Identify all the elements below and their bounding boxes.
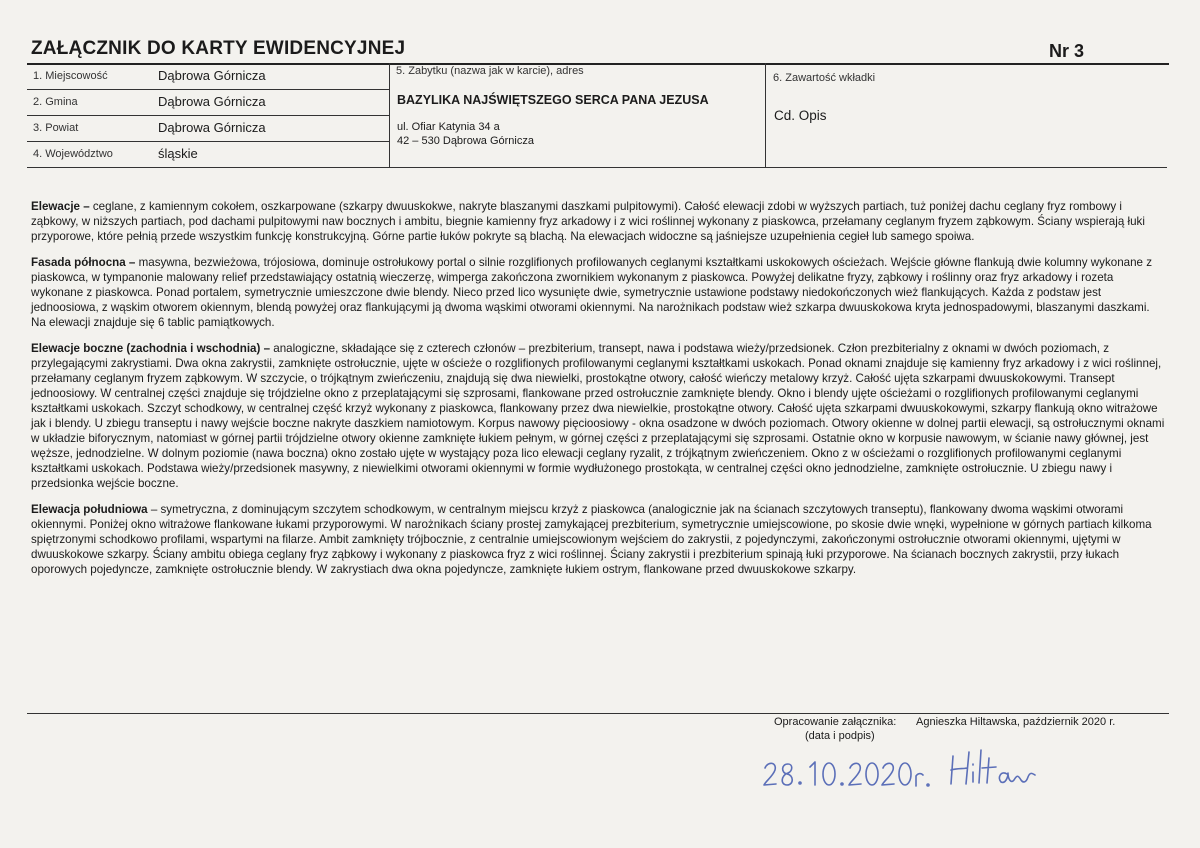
- monument-name: BAZYLIKA NAJŚWIĘTSZEGO SERCA PANA JEZUSA: [397, 93, 709, 107]
- location-row-county: [27, 115, 389, 142]
- monument-address-line1: ul. Ofiar Katynia 34 a: [397, 121, 500, 133]
- section-south-elevation: [31, 502, 1167, 577]
- document-number: Nr 3: [1048, 41, 1084, 61]
- insert-label: 6. Zawartość wkładki: [773, 72, 876, 84]
- monument-column: [390, 63, 766, 167]
- section-elevations: [31, 199, 1167, 244]
- monument-label: 5. Zabytku (nazwa jak w karcie), adres: [396, 65, 584, 77]
- handwritten-date-signature: [755, 742, 1055, 798]
- document-title: ZAŁĄCZNIK DO KARTY EWIDENCYJNEJ: [31, 38, 406, 59]
- section-heading: Elewacje –: [31, 200, 90, 213]
- section-text: masywna, bezwieżowa, trójosiowa, dominuje ostrołukowy portal o silnie rozglifionych profilowanych ceglanymi kształtkami uskokowych ościeżach. Wejście główne flankują dwie kolumny wykonane z piaskowca, w tympanonie malowany relief przedstawiający ostatnią wieczerzę, wimperga zakończona zwornikiem wykonanym z piaskowca. Powyżej delikatne fryzy, ząbkowy i roślinny oraz fryz arkadowy i rozeta wykonane z piaskowca. Ponad portalem, symetrycznie umieszczone dwie blendy. Nieco przed lico wysunięte dwie, symetrycznie ustawione podstawy niedokończonych wież flankujących. Każda z podstaw jest jednoosiowa, z wąskim otworem okiennym, blendą powyżej oraz flankującymi ją dwoma wąskimi otworami okiennymi. Na narożnikach podstaw wież szkarpa dwuuskokowa kryta jednospadowymi, blaszanymi daszkami. Na elewacji znajduje się 6 tablic pamiątkowych.: [31, 256, 1153, 329]
- footer-divider: [27, 713, 1169, 714]
- location-value: Dąbrowa Górnicza: [158, 94, 266, 109]
- location-row-town: [27, 63, 389, 90]
- section-north-facade: [31, 255, 1167, 330]
- section-text: ceglane, z kamiennym cokołem, oszkarpowane (szkarpy dwuuskokwe, nakryte blaszanymi daszkami pulpitowymi). Całość elewacji zdobi w wyższych partiach, tuż poniżej dachu ceglany fryz rombowy i ząbkowy, w niższych partiach, pod dachami pulpitowymi naw bocznych i ambitu, biegnie kamienny fryz arkadowy i z wici roślinnej wykonany z piaskowca, przełamany ceglanym fryzem ząbkowym. Ściany wspierają łuki przyporowe, które pełnią przede wszystkim funkcję konstrukcyjną. Górne partie łuków pokryte są blachą. Na elewacjach widoczne są jaśniejsze uzupełnienia cegieł lub samego spoiwa.: [31, 200, 1145, 243]
- insert-value: Cd. Opis: [774, 108, 827, 123]
- location-label: 1. Miejscowość: [33, 70, 108, 82]
- section-heading: Elewacja południowa: [31, 503, 148, 516]
- location-label: 3. Powiat: [33, 122, 79, 134]
- location-row-voivodeship: [27, 141, 389, 167]
- prepared-by-value: Agnieszka Hiltawska, październik 2020 r.: [916, 716, 1116, 728]
- location-row-commune: [27, 89, 389, 116]
- date-signature-label: (data i podpis): [805, 730, 875, 742]
- location-column: [27, 63, 390, 167]
- location-value: Dąbrowa Górnicza: [158, 120, 266, 135]
- section-heading: Elewacje boczne (zachodnia i wschodnia) –: [31, 342, 271, 355]
- location-label: 2. Gmina: [33, 96, 78, 108]
- description-body: [31, 199, 1167, 588]
- location-value: Dąbrowa Górnicza: [158, 68, 266, 83]
- section-side-elevations: [31, 341, 1167, 491]
- section-heading: Fasada północna –: [31, 256, 136, 269]
- prepared-by-label: Opracowanie załącznika:: [774, 716, 897, 728]
- insert-column: [766, 63, 1166, 167]
- location-label: 4. Województwo: [33, 148, 113, 160]
- location-value: śląskie: [158, 146, 198, 161]
- section-text: – symetryczna, z dominującym szczytem schodkowym, w centralnym miejscu krzyż z piaskowca (analogicznie jak na ścianach szczytowych transeptu), flankowany dwoma wąskimi otworami okiennymi. Poniżej okno witrażowe flankowane łukami przyporowymi. W narożnikach ściany prostej zamykającej prezbiterium, symetrycznie umiejscowione, po skosie dwie wnęki, wypełnione w górnych partiach kilkoma spiętrzonymi schodkowo profilami, wspartymi na filarze. Ambit zamknięty trójbocznie, z centralnie umiejscowionym wejściem do zakrystii, z pojedynczymi, zakończonymi ostrołucznie otworami okiennymi, ujętymi w dwuuskokowe szkarpy. Ściany ambitu obiega ceglany fryz ząbkowy i wykonany z piaskowca fryz z wici roślinnej. Ściany zakrystii i prezbiterium spinają łuki przyporowe. Na ścianach bocznych zakrystii, przy łukach oporowych pojedyncze, zamknięte ostrołucznie blendy. W zakrystiach dwa okna pojedyncze, zamknięte łukiem ostrym, flankowane przed dwuuskokowe szkarpy.: [31, 503, 1152, 576]
- header-table: [27, 63, 1167, 168]
- monument-address-line2: 42 – 530 Dąbrowa Górnicza: [397, 135, 534, 147]
- section-text: analogiczne, składające się z czterech członów – prezbiterium, transept, nawa i podstawa wieży/przedsionek. Człon prezbiterialny z oknami w dwóch poziomach, z przylegającymi zakrystiami. Dwa okna zakrystii, zamknięte ostrołucznie, ujęte w ościeże o rozglifionych profilowanymi ceglanymi kształtkami uskokach. Ponad oknami znajduje się kamienny fryz arkadowy i z wici roślinnej, przełamany ceglanym fryzem ząbkowym. W szczycie, o trójkątnym zwieńczeniu, znajdują się dwa niewielki, prostokątne otwory, całość wieńczy metalowy krzyż. Całość ujęta szkarpami dwuuskokowymi. Transept jednoosiowy. W centralnej części znajduje się trójdzielne okno z przeplatającymi się szprosami, flankowane przed ostrołucznie zamknięte blendy. Okno i blendy ujęte ościeżami o rozglifionych profilowanymi ceglanymi kształtkami uskokach. Szczyt schodkowy, w centralnej część krzyż wykonany z piaskowca, flankowany przez dwa niewielkie, prostokątne otwory. Całość ujęta szkarpami dwuuskokowymi, szkarpy flankują okno witrażowe jak i blendy. U zbiegu transeptu i nawy wejście boczne nakryte daszkiem namiotowym. Korpus nawowy pięcioosiowy - okna osadzone w dwóch poziomach. Otwory okienne w dolnej partii elewacji, są ostrołucznymi oknami w układzie biforycznym, natomiast w górnej partii trójdzielne otwory okienne zamknięte łukiem pełnym, w górnej części z przeplatającymi się szprosami. Ostatnie okno w korpusie nawowym, w ścianie nawy głównej, jest węższe, jednodzielne. W dolnym poziomie (nawa boczna) okno zostało ujęte w wystający poza lico elewacji ceglany ryzalit, z trójkątnym zwieńczeniem. Okno z w ościeżami o rozglifionych profilowanymi ceglanymi kształtkami uskokach. Podstawa wieży/przedsionek masywny, z niewielkimi otworami okiennymi w formie wydłużonego prostokąta, w centralnej części okno jednodzielne, zamknięte ostrołucznie. U zbiegu nawy i przedsionka wejście boczne.: [31, 342, 1165, 490]
